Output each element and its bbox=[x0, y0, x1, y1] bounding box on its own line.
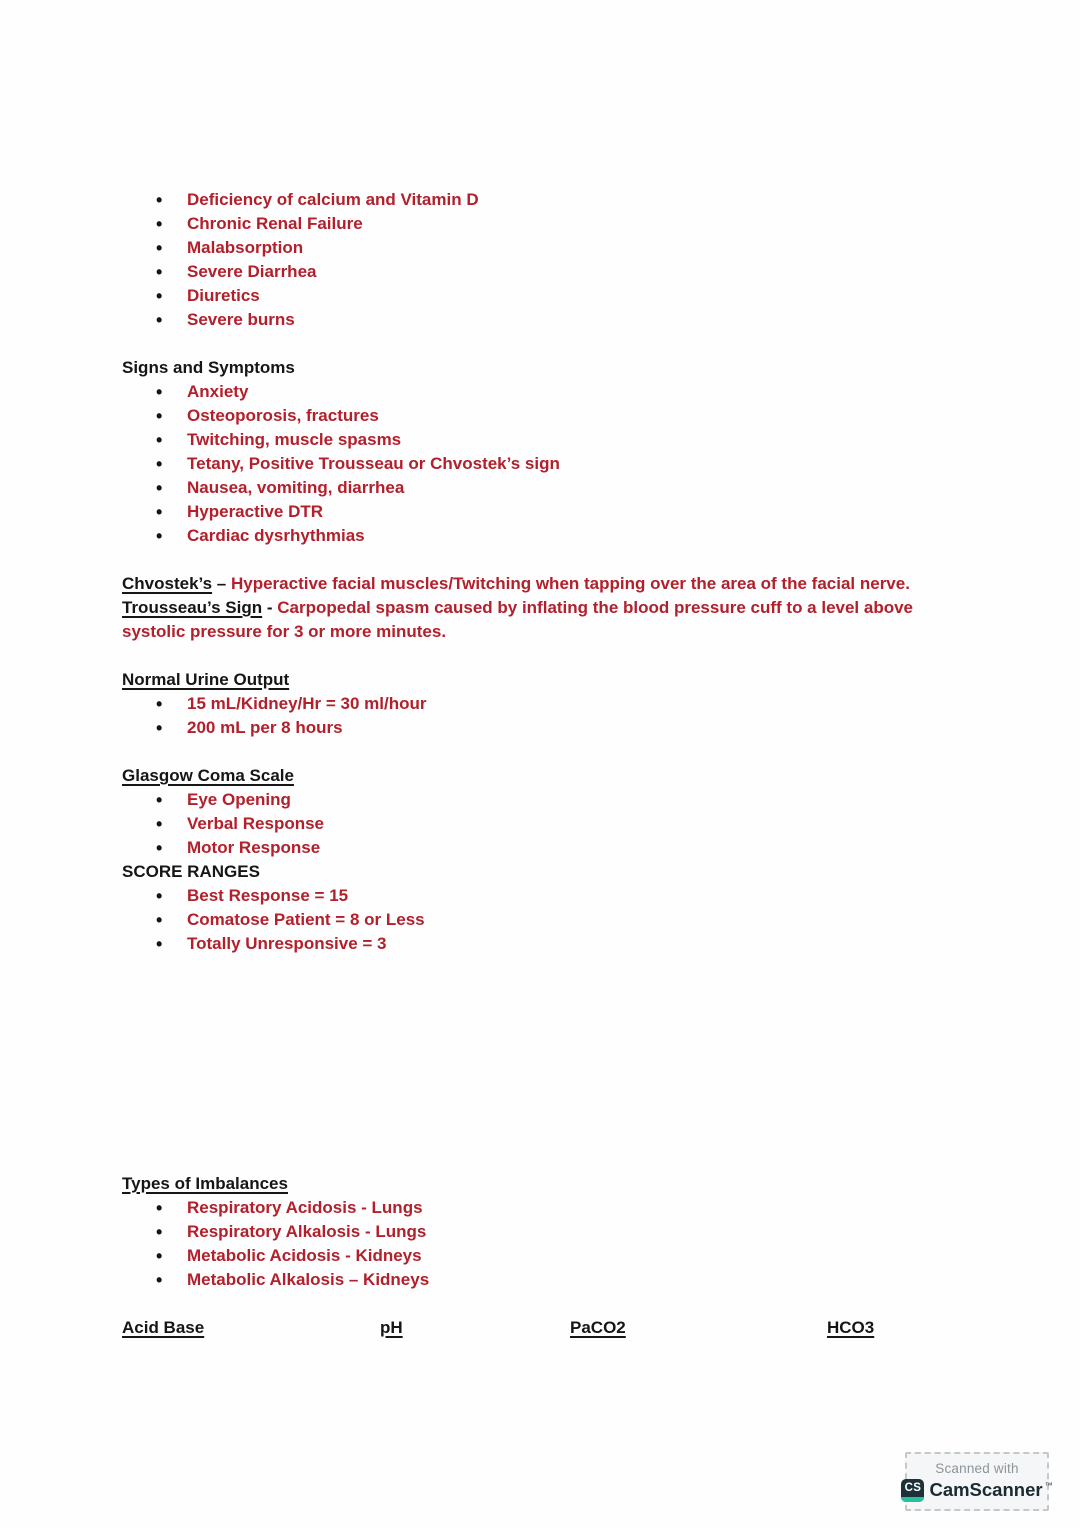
list-item: • Nausea, vomiting, diarrhea bbox=[122, 476, 974, 500]
chvosteks-term: Chvostek’s bbox=[122, 574, 213, 593]
document-content bbox=[122, 188, 974, 1340]
chvosteks-definition bbox=[122, 572, 974, 596]
definition-separator: – bbox=[212, 574, 231, 593]
list-item: • Motor Response bbox=[122, 836, 974, 860]
camscanner-badge bbox=[904, 1452, 1053, 1511]
cs-logo-letters: CS bbox=[904, 1482, 922, 1494]
types-of-imbalances-list bbox=[122, 1196, 974, 1292]
camscanner-logo-icon bbox=[901, 1479, 924, 1502]
list-item: • Cardiac dysrhythmias bbox=[122, 524, 974, 548]
acid-base-column-header: Acid Base bbox=[122, 1318, 205, 1337]
list-item: • Diuretics bbox=[122, 284, 974, 308]
glasgow-coma-scale-heading: Glasgow Coma Scale bbox=[122, 766, 294, 785]
normal-urine-output-heading: Normal Urine Output bbox=[122, 670, 290, 689]
list-item: • Hyperactive DTR bbox=[122, 500, 974, 524]
list-item: • Eye Opening bbox=[122, 788, 974, 812]
list-item: • Malabsorption bbox=[122, 236, 974, 260]
normal-urine-output-list bbox=[122, 692, 974, 740]
list-item: • Verbal Response bbox=[122, 812, 974, 836]
ph-column-header: pH bbox=[380, 1318, 403, 1337]
glasgow-coma-scale-list bbox=[122, 788, 974, 860]
list-item: • Chronic Renal Failure bbox=[122, 212, 974, 236]
list-item: • Respiratory Acidosis - Lungs bbox=[122, 1196, 974, 1220]
list-item: • Severe burns bbox=[122, 308, 974, 332]
list-item: • Deficiency of calcium and Vitamin D bbox=[122, 188, 974, 212]
list-item: • 200 mL per 8 hours bbox=[122, 716, 974, 740]
score-ranges-list bbox=[122, 884, 974, 956]
calcium-deficiency-causes-list bbox=[122, 188, 974, 332]
chvosteks-definition-text: Hyperactive facial muscles/Twitching when tapping over the area of the facial nerve. bbox=[230, 574, 910, 593]
list-item: • Respiratory Alkalosis - Lungs bbox=[122, 1220, 974, 1244]
camscanner-brand-row bbox=[901, 1479, 1052, 1502]
paco2-column-header: PaCO2 bbox=[570, 1318, 626, 1337]
trademark-symbol: ™ bbox=[1044, 1480, 1053, 1490]
list-item: • Anxiety bbox=[122, 380, 974, 404]
scanned-with-label: Scanned with bbox=[935, 1460, 1019, 1476]
list-item: • Metabolic Acidosis - Kidneys bbox=[122, 1244, 974, 1268]
sign-definitions bbox=[122, 572, 974, 644]
trousseaus-definition bbox=[122, 596, 974, 644]
acid-base-table-header bbox=[122, 1316, 974, 1340]
definition-separator: - bbox=[262, 598, 278, 617]
signs-and-symptoms-heading: Signs and Symptoms bbox=[122, 358, 295, 377]
list-item: • Totally Unresponsive = 3 bbox=[122, 932, 974, 956]
list-item: • Tetany, Positive Trousseau or Chvostek’s sign bbox=[122, 452, 974, 476]
trousseaus-definition-text: Carpopedal spasm caused by inflating the blood pressure cuff to a level above systolic pressure for 3 or more minutes. bbox=[122, 598, 914, 641]
types-of-imbalances-heading: Types of Imbalances bbox=[122, 1174, 288, 1193]
signs-and-symptoms-list bbox=[122, 380, 974, 548]
camscanner-brand-text: CamScanner bbox=[929, 1479, 1043, 1500]
list-item: • Comatose Patient = 8 or Less bbox=[122, 908, 974, 932]
trousseaus-term: Trousseau’s Sign bbox=[122, 598, 263, 617]
hco3-column-header: HCO3 bbox=[827, 1318, 875, 1337]
list-item: • Twitching, muscle spasms bbox=[122, 428, 974, 452]
list-item: • Best Response = 15 bbox=[122, 884, 974, 908]
score-ranges-subheading: SCORE RANGES bbox=[122, 862, 260, 881]
list-item: • Osteoporosis, fractures bbox=[122, 404, 974, 428]
list-item: • Severe Diarrhea bbox=[122, 260, 974, 284]
list-item: • 15 mL/Kidney/Hr = 30 ml/hour bbox=[122, 692, 974, 716]
list-item: • Metabolic Alkalosis – Kidneys bbox=[122, 1268, 974, 1292]
